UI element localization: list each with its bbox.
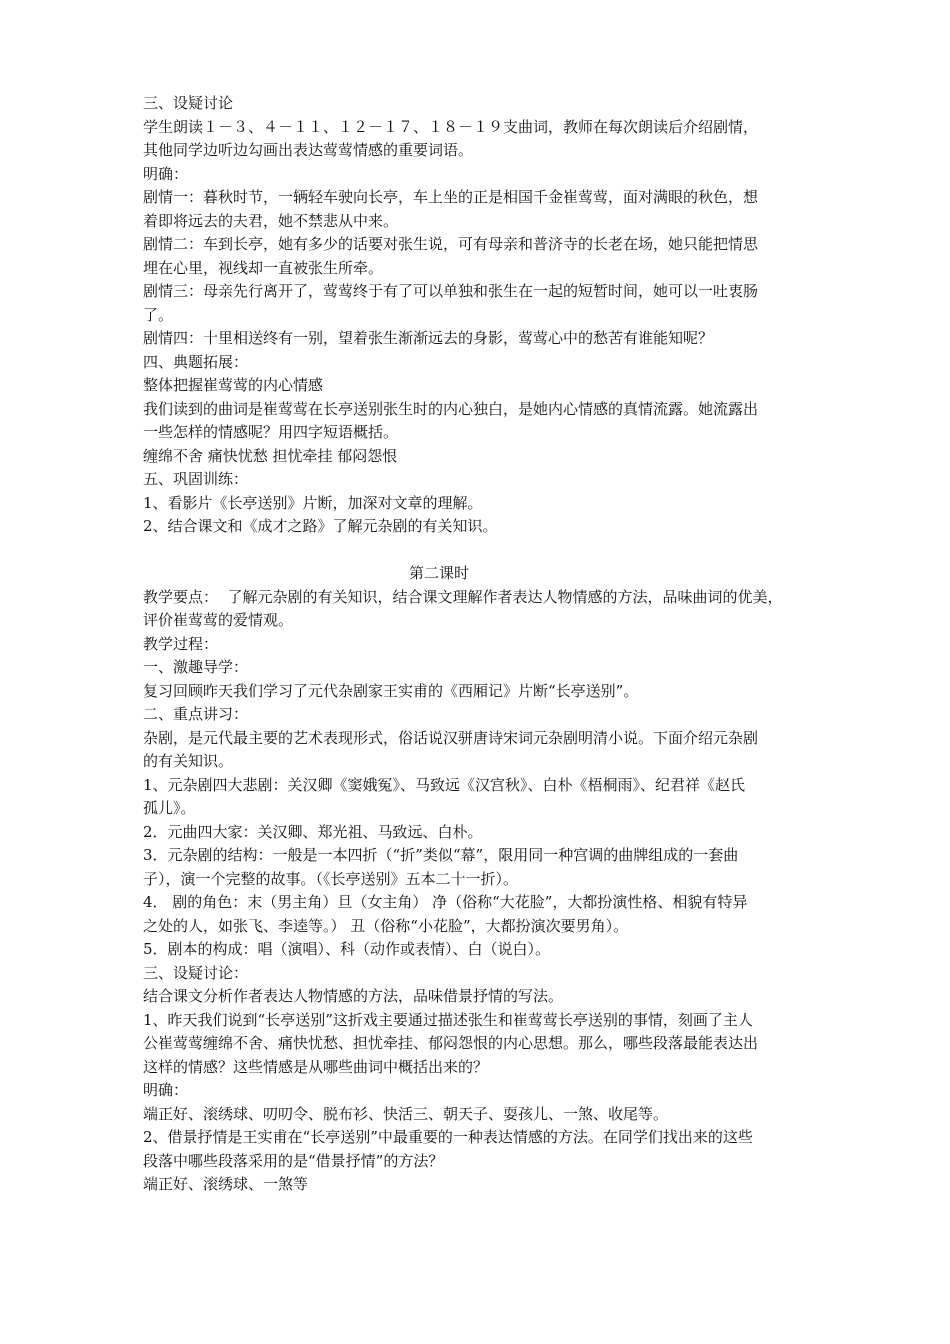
paragraph-line: 教学过程： <box>143 634 219 653</box>
paragraph-line: 的有关知识。 <box>143 752 234 770</box>
paragraph-line: 4． 剧的角色：末（男主角）旦（女主角） 净（俗称“大花脸”，大都扮演性格、相貌有特异 <box>143 893 748 911</box>
paragraph-line: 2、结合课文和《成才之路》了解元杂剧的有关知识。 <box>143 517 498 535</box>
paragraph-line: 缠绵不舍 痛快忧愁 担忧牵挂 郁闷怨恨 <box>143 446 398 465</box>
paragraph-line: 剧情四：十里相送终有一别，望着张生渐渐远去的身影，莺莺心中的愁苦有谁能知呢？ <box>143 329 714 347</box>
paragraph-line: 2．元曲四大家：关汉卿、郑光祖、马致远、白朴。 <box>143 822 483 841</box>
paragraph-line: 复习回顾昨天我们学习了元代杂剧家王实甫的《西厢记》片断“长亭送别”。 <box>143 681 639 700</box>
paragraph-line: 1、看影片《长亭送别》片断，加深对文章的理解。 <box>143 493 483 512</box>
section-heading-practice: 五、巩固训练： <box>143 470 249 488</box>
paragraph-line: 评价崔莺莺的爱情观。 <box>143 611 294 629</box>
paragraph-line: 3．元杂剧的结构：一般是一本四折（“折”类似“幕”，限用同一种宫调的曲牌组成的一套曲 <box>143 846 739 864</box>
paragraph-line: 端正好、滚绣球、一煞等 <box>143 1175 309 1193</box>
paragraph-line: 了。 <box>143 305 174 324</box>
paragraph-line: 剧情二：车到长亭，她有多少的话要对张生说，可有母亲和普济寺的长老在场，她只能把情思 <box>143 235 759 253</box>
paragraph-line: 二、重点讲习： <box>143 705 249 723</box>
paragraph-line: 教学要点： 了解元杂剧的有关知识，结合课文理解作者表达人物情感的方法，品味曲词的优美， <box>143 587 783 606</box>
paragraph-line: 剧情一：暮秋时节，一辆轻车驶向长亭，车上坐的正是相国千金崔莺莺，面对满眼的秋色，想 <box>143 188 759 206</box>
section-heading-discussion: 三、设疑讨论 <box>143 94 234 112</box>
paragraph-line: 三、设疑讨论： <box>143 963 249 982</box>
paragraph-line: 一些怎样的情感呢？用四字短语概括。 <box>143 423 399 441</box>
paragraph-line: 我们读到的曲词是崔莺莺在长亭送别张生时的内心独白，是她内心情感的真情流露。她流露出 <box>143 399 759 418</box>
paragraph-line: 整体把握崔莺莺的内心情感 <box>143 376 324 394</box>
paragraph-line: 明确： <box>143 1081 189 1099</box>
blank-line <box>143 539 855 563</box>
paragraph-line: 明确： <box>143 164 189 183</box>
paragraph-line: 一、激趣导学： <box>143 658 249 676</box>
paragraph-line: 端正好、滚绣球、叨叨令、脱布衫、快活三、朝天子、耍孩儿、一煞、收尾等。 <box>143 1104 669 1123</box>
paragraph-line: 2、借景抒情是王实甫在“长亭送别”中最重要的一种表达情感的方法。在同学们找出来的这些 <box>143 1128 753 1146</box>
paragraph-line: 杂剧，是元代最主要的艺术表现形式，俗话说汉骈唐诗宋词元杂剧明清小说。下面介绍元杂剧 <box>143 728 759 747</box>
section-heading-extension: 四、典题拓展： <box>143 352 249 371</box>
document-body <box>143 92 855 1197</box>
paragraph-line: 公崔莺莺缠绵不舍、痛快忧愁、担忧牵挂、郁闷怨恨的内心思想。那么，哪些段落最能表达出 <box>143 1034 759 1052</box>
paragraph-line: 孤儿》。 <box>143 799 196 817</box>
paragraph-line: 着即将远去的夫君，她不禁悲从中来。 <box>143 211 399 230</box>
paragraph-line: 子），演一个完整的故事。（《长亭送别》五本二十一折）。 <box>143 869 519 888</box>
paragraph-line: 剧情三：母亲先行离开了，莺莺终于有了可以单独和张生在一起的短暂时间，她可以一吐衷肠 <box>143 282 759 300</box>
paragraph-line: 5．剧本的构成：唱（演唱）、科（动作或表情）、白（说白）。 <box>143 940 551 958</box>
paragraph-line: 结合课文分析作者表达人物情感的方法，品味借景抒情的写法。 <box>143 987 564 1005</box>
paragraph-line: 1、昨天我们说到“长亭送别”这折戏主要通过描述张生和崔莺莺长亭送别的事情，刻画了主人 <box>143 1010 753 1029</box>
paragraph-line: 这样的情感？这些情感是从哪些曲词中概括出来的？ <box>143 1057 489 1076</box>
paragraph-line: 段落中哪些段落采用的是“借景抒情”的方法？ <box>143 1151 444 1170</box>
paragraph-line: 埋在心里，视线却一直被张生所牵。 <box>143 258 384 277</box>
paragraph-line: 1、元杂剧四大悲剧：关汉卿《窦娥冤》、马致远《汉宫秋》、白朴《梧桐雨》、纪君祥《赵氏 <box>143 775 746 794</box>
paragraph-line: 学生朗读１－３、４－１１、１２－１７、１８－１９支曲词，教师在每次朗读后介绍剧情， <box>143 117 759 136</box>
lesson-title: 第二课时 <box>408 564 469 582</box>
paragraph-line: 之处的人，如张飞、李逵等。） 丑（俗称“小花脸”，大都扮演次要男角）。 <box>143 916 629 935</box>
paragraph-line: 其他同学边听边勾画出表达莺莺情感的重要词语。 <box>143 141 474 159</box>
